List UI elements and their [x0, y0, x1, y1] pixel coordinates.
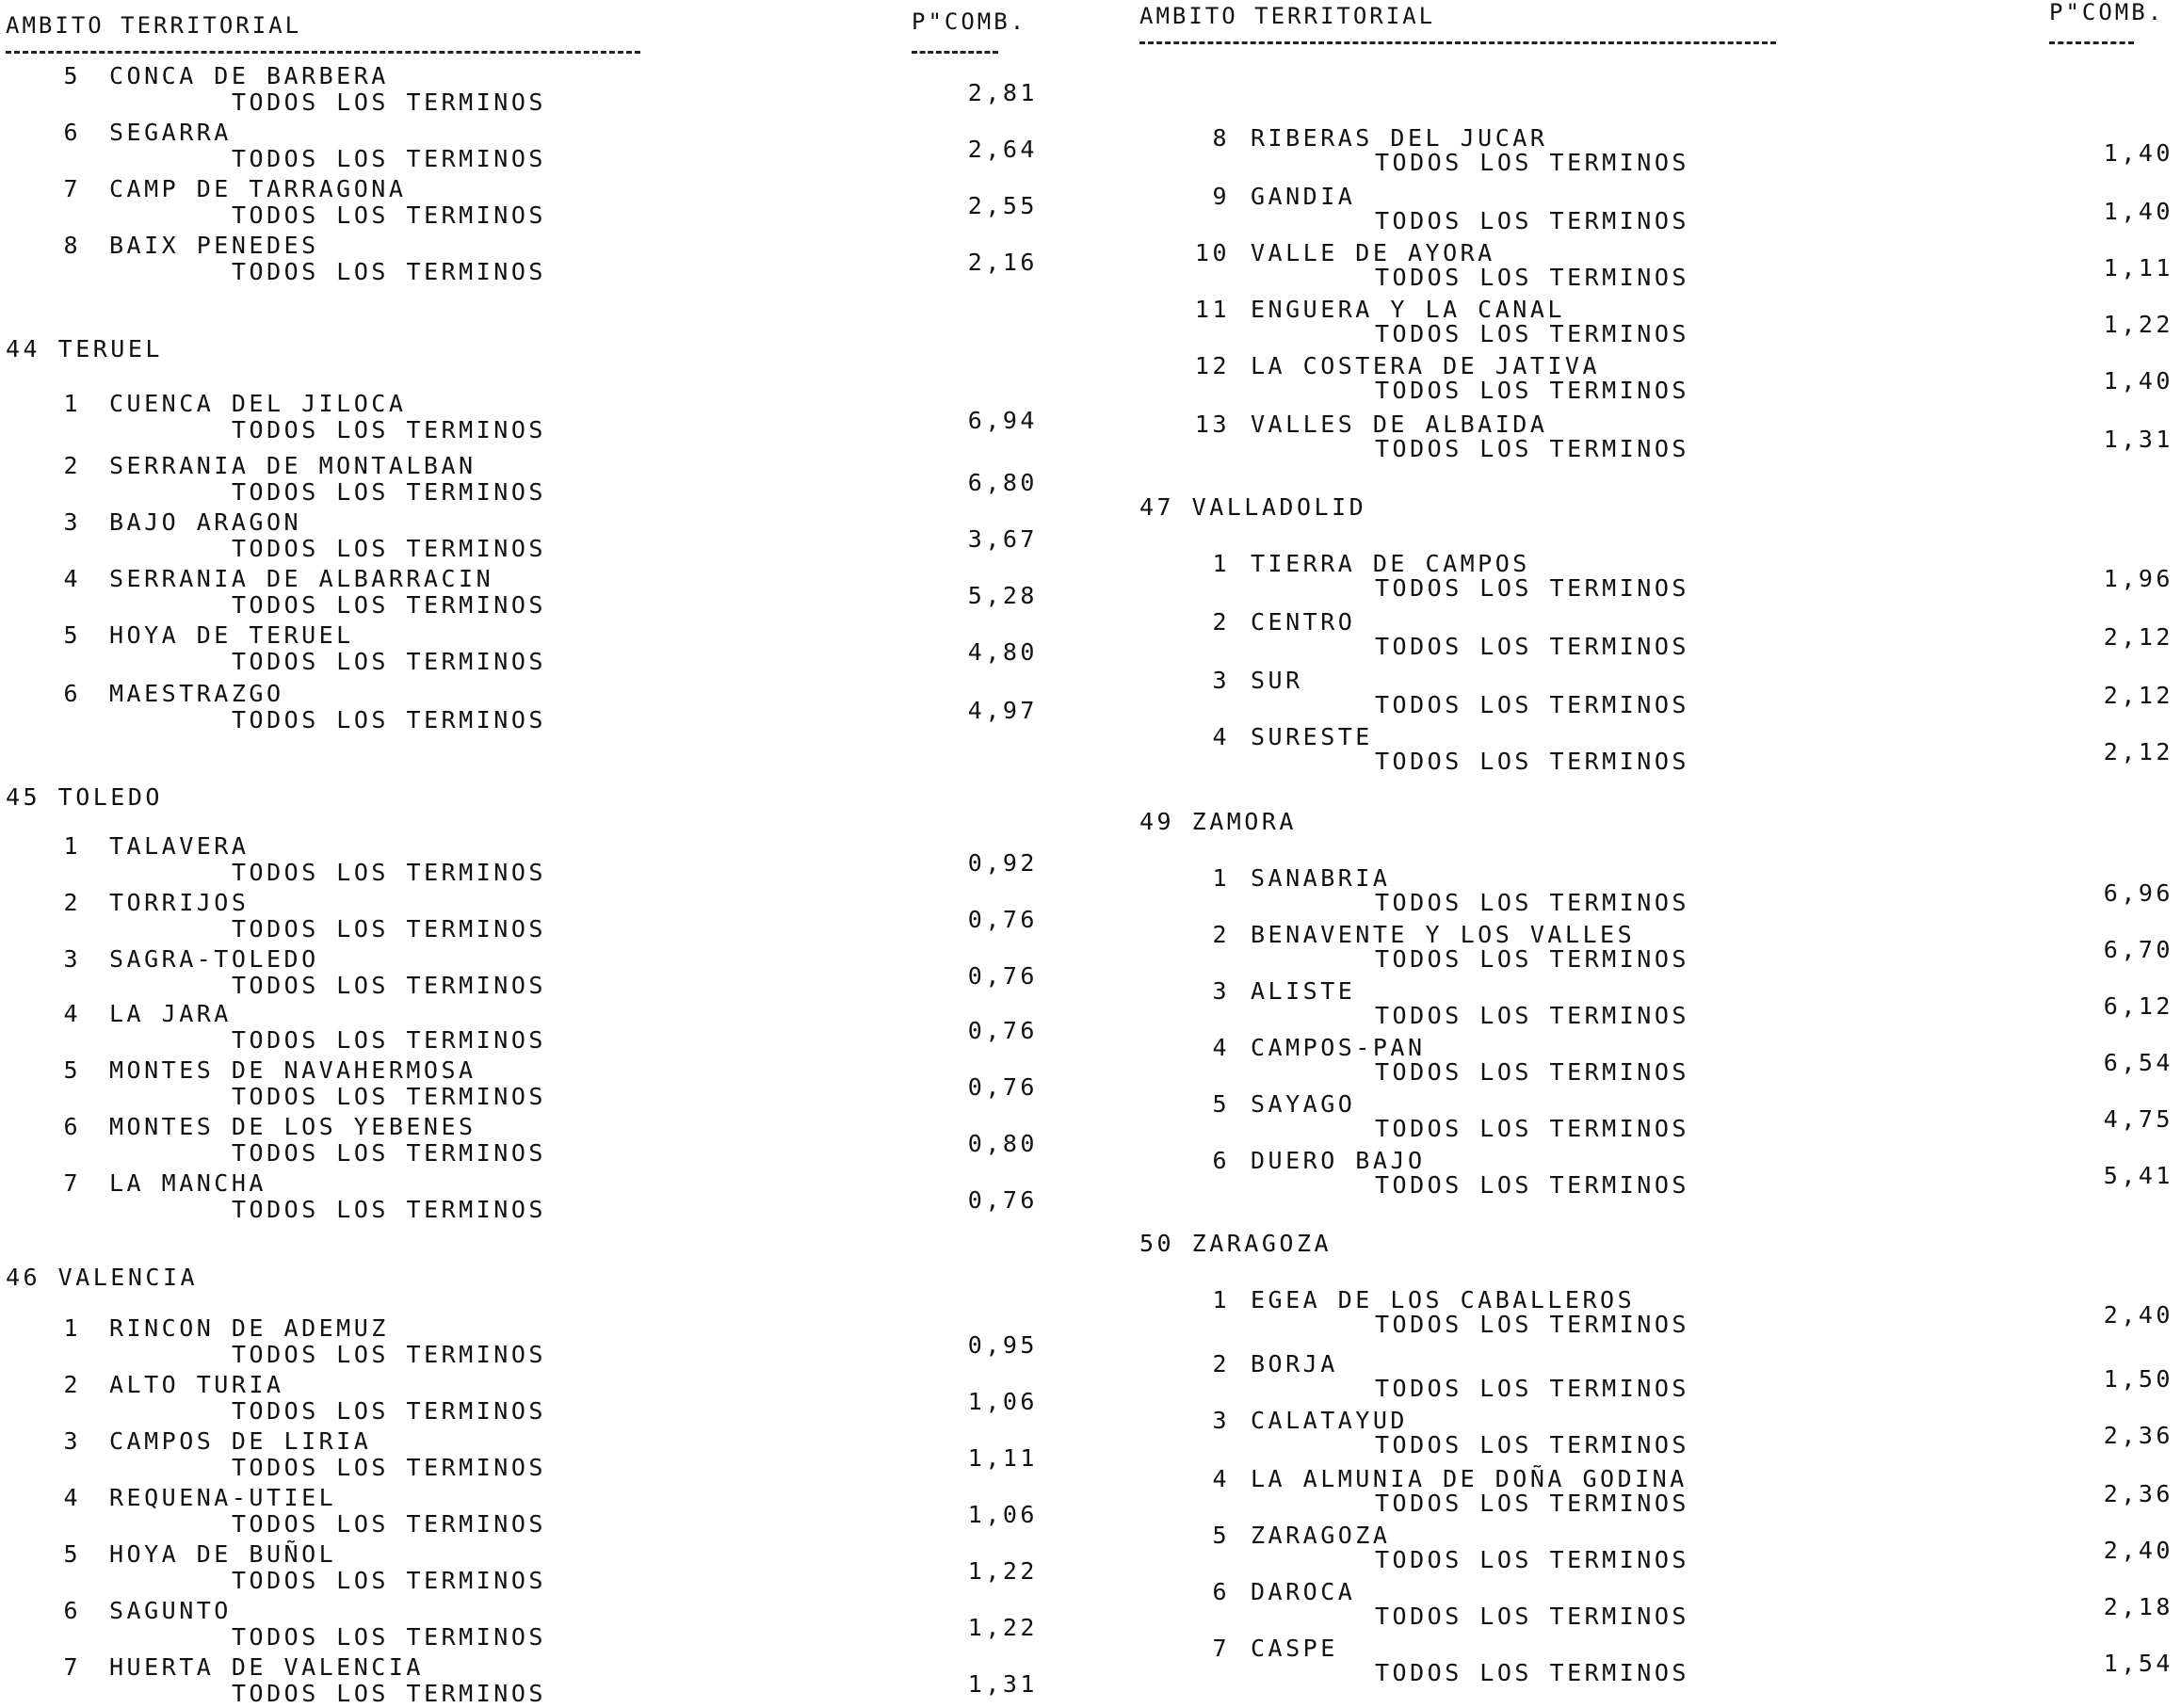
- district-name: CAMPOS DE LIRIA: [109, 1427, 372, 1455]
- municipalities-label: TODOS LOS TERMINOS: [1375, 633, 1689, 660]
- premium-value: 1,96: [2103, 565, 2173, 592]
- header-rule-label: [6, 51, 640, 54]
- premium-value: 5,28: [967, 582, 1038, 609]
- municipalities-label: TODOS LOS TERMINOS: [1375, 149, 1689, 176]
- premium-value: 6,96: [2103, 879, 2173, 907]
- district-name: LA COSTERA DE JATIVA: [1251, 352, 1601, 379]
- premium-value: 2,40: [2103, 1301, 2173, 1329]
- column-header-value: P"COMB.: [2049, 0, 2165, 25]
- premium-value: 1,40: [2103, 367, 2173, 395]
- district-name: RIBERAS DEL JUCAR: [1251, 124, 1548, 152]
- district-number: 3: [1212, 977, 1230, 1005]
- premium-value: 2,40: [2103, 1537, 2173, 1564]
- district-number: 11: [1194, 296, 1230, 323]
- district-number: 1: [63, 390, 81, 417]
- province-heading: 49 ZAMORA: [1139, 808, 1297, 835]
- district-number: 5: [1212, 1090, 1230, 1118]
- district-number: 2: [1212, 1350, 1230, 1378]
- district-number: 2: [1212, 921, 1230, 948]
- premium-value: 6,94: [967, 407, 1038, 434]
- premium-value: 4,75: [2103, 1105, 2173, 1133]
- district-name: TIERRA DE CAMPOS: [1251, 550, 1530, 577]
- municipalities-label: TODOS LOS TERMINOS: [232, 1397, 546, 1425]
- municipalities-label: TODOS LOS TERMINOS: [232, 591, 546, 619]
- premium-value: 6,54: [2103, 1049, 2173, 1076]
- municipalities-label: TODOS LOS TERMINOS: [1375, 748, 1689, 775]
- premium-value: 2,18: [2103, 1593, 2173, 1620]
- municipalities-label: TODOS LOS TERMINOS: [232, 1567, 546, 1594]
- district-number: 6: [63, 1597, 81, 1624]
- province-heading: 50 ZARAGOZA: [1139, 1230, 1333, 1257]
- district-name: RINCON DE ADEMUZ: [109, 1314, 389, 1342]
- municipalities-label: TODOS LOS TERMINOS: [1375, 320, 1689, 347]
- district-name: SAYAGO: [1251, 1090, 1356, 1118]
- district-number: 13: [1194, 411, 1230, 438]
- premium-value: 1,40: [2103, 139, 2173, 167]
- district-number: 10: [1194, 239, 1230, 266]
- district-number: 7: [63, 1169, 81, 1197]
- premium-value: 1,06: [967, 1388, 1038, 1415]
- municipalities-label: TODOS LOS TERMINOS: [232, 1680, 546, 1707]
- district-name: LA MANCHA: [109, 1169, 267, 1197]
- municipalities-label: TODOS LOS TERMINOS: [232, 1623, 546, 1651]
- district-name: MAESTRAZGO: [109, 680, 284, 707]
- premium-value: 3,67: [967, 525, 1038, 553]
- district-number: 4: [1212, 1465, 1230, 1492]
- municipalities-label: TODOS LOS TERMINOS: [232, 859, 546, 886]
- premium-value: 6,80: [967, 469, 1038, 496]
- header-rule-label: [1139, 41, 1776, 44]
- municipalities-label: TODOS LOS TERMINOS: [1375, 1171, 1689, 1199]
- municipalities-label: TODOS LOS TERMINOS: [1375, 945, 1689, 973]
- district-number: 3: [1212, 1407, 1230, 1434]
- province-heading: 44 TERUEL: [6, 335, 163, 363]
- district-name: CAMP DE TARRAGONA: [109, 175, 407, 202]
- premium-value: 0,80: [967, 1130, 1038, 1157]
- district-name: DAROCA: [1251, 1578, 1356, 1605]
- municipalities-label: TODOS LOS TERMINOS: [232, 1196, 546, 1223]
- municipalities-label: TODOS LOS TERMINOS: [232, 535, 546, 562]
- district-name: BAIX PENEDES: [109, 232, 319, 259]
- municipalities-label: TODOS LOS TERMINOS: [232, 145, 546, 172]
- district-number: 4: [63, 565, 81, 592]
- district-name: GANDIA: [1251, 183, 1356, 210]
- premium-value: 4,97: [967, 697, 1038, 724]
- district-number: 4: [63, 1484, 81, 1511]
- premium-value: 4,80: [967, 638, 1038, 666]
- premium-value: 2,81: [967, 79, 1038, 106]
- district-name: DUERO BAJO: [1251, 1147, 1426, 1174]
- header-rule-value: [2049, 41, 2134, 44]
- district-name: MONTES DE LOS YEBENES: [109, 1113, 477, 1140]
- municipalities-label: TODOS LOS TERMINOS: [232, 1139, 546, 1167]
- municipalities-label: TODOS LOS TERMINOS: [232, 915, 546, 943]
- premium-value: 2,36: [2103, 1422, 2173, 1449]
- district-name: CONCA DE BARBERA: [109, 62, 389, 89]
- premium-value: 1,22: [967, 1557, 1038, 1585]
- municipalities-label: TODOS LOS TERMINOS: [1375, 1490, 1689, 1517]
- municipalities-label: TODOS LOS TERMINOS: [1375, 1431, 1689, 1458]
- premium-value: 1,31: [967, 1670, 1038, 1698]
- premium-value: 6,12: [2103, 992, 2173, 1020]
- district-name: LA JARA: [109, 1000, 232, 1027]
- district-number: 1: [1212, 1286, 1230, 1313]
- district-number: 1: [63, 1314, 81, 1342]
- province-heading: 45 TOLEDO: [6, 783, 163, 811]
- premium-value: 0,76: [967, 906, 1038, 933]
- municipalities-label: TODOS LOS TERMINOS: [232, 1510, 546, 1538]
- column-header-value: P"COMB.: [912, 8, 1027, 35]
- district-number: 4: [1212, 1034, 1230, 1061]
- municipalities-label: TODOS LOS TERMINOS: [232, 89, 546, 116]
- district-name: CASPE: [1251, 1635, 1338, 1662]
- district-name: ENGUERA Y LA CANAL: [1251, 296, 1565, 323]
- district-name: LA ALMUNIA DE DOÑA GODINA: [1251, 1465, 1688, 1492]
- district-number: 3: [1212, 667, 1230, 694]
- district-number: 5: [63, 62, 81, 89]
- municipalities-label: TODOS LOS TERMINOS: [232, 416, 546, 443]
- premium-value: 2,12: [2103, 682, 2173, 709]
- province-heading: 46 VALENCIA: [6, 1264, 199, 1291]
- premium-value: 2,64: [967, 136, 1038, 163]
- district-number: 2: [63, 1371, 81, 1398]
- header-rule-value: [912, 51, 998, 54]
- district-number: 7: [1212, 1635, 1230, 1662]
- municipalities-label: TODOS LOS TERMINOS: [232, 972, 546, 999]
- municipalities-label: TODOS LOS TERMINOS: [232, 1454, 546, 1481]
- municipalities-label: TODOS LOS TERMINOS: [232, 1341, 546, 1368]
- province-heading: 47 VALLADOLID: [1139, 493, 1367, 521]
- district-name: VALLE DE AYORA: [1251, 239, 1495, 266]
- municipalities-label: TODOS LOS TERMINOS: [1375, 1603, 1689, 1630]
- premium-value: 5,41: [2103, 1162, 2173, 1189]
- municipalities-label: TODOS LOS TERMINOS: [1375, 574, 1689, 602]
- district-name: SAGRA-TOLEDO: [109, 945, 319, 973]
- premium-value: 1,40: [2103, 198, 2173, 225]
- municipalities-label: TODOS LOS TERMINOS: [232, 258, 546, 285]
- district-number: 2: [63, 889, 81, 916]
- municipalities-label: TODOS LOS TERMINOS: [232, 478, 546, 506]
- district-number: 1: [1212, 550, 1230, 577]
- municipalities-label: TODOS LOS TERMINOS: [1375, 1375, 1689, 1402]
- district-name: CENTRO: [1251, 608, 1356, 636]
- district-number: 6: [1212, 1147, 1230, 1174]
- district-name: SERRANIA DE ALBARRACIN: [109, 565, 494, 592]
- district-number: 6: [1212, 1578, 1230, 1605]
- district-number: 9: [1212, 183, 1230, 210]
- municipalities-label: TODOS LOS TERMINOS: [1375, 1058, 1689, 1086]
- municipalities-label: TODOS LOS TERMINOS: [1375, 207, 1689, 234]
- district-name: HOYA DE TERUEL: [109, 621, 354, 649]
- district-number: 2: [63, 452, 81, 479]
- district-number: 12: [1194, 352, 1230, 379]
- district-name: CUENCA DEL JILOCA: [109, 390, 407, 417]
- district-number: 3: [63, 508, 81, 536]
- premium-value: 6,70: [2103, 936, 2173, 963]
- district-number: 3: [63, 945, 81, 973]
- premium-value: 1,54: [2103, 1650, 2173, 1677]
- municipalities-label: TODOS LOS TERMINOS: [232, 201, 546, 229]
- premium-value: 1,06: [967, 1501, 1038, 1528]
- district-name: SAGUNTO: [109, 1597, 232, 1624]
- municipalities-label: TODOS LOS TERMINOS: [1375, 691, 1689, 718]
- municipalities-label: TODOS LOS TERMINOS: [232, 706, 546, 733]
- district-name: ZARAGOZA: [1251, 1522, 1391, 1549]
- municipalities-label: TODOS LOS TERMINOS: [1375, 435, 1689, 462]
- premium-value: 1,11: [967, 1444, 1038, 1472]
- municipalities-label: TODOS LOS TERMINOS: [1375, 1311, 1689, 1338]
- district-name: ALTO TURIA: [109, 1371, 284, 1398]
- column-header-label: AMBITO TERRITORIAL: [6, 12, 302, 39]
- premium-value: 0,76: [967, 1186, 1038, 1214]
- district-number: 7: [63, 1653, 81, 1681]
- district-name: TALAVERA: [109, 832, 250, 860]
- district-number: 1: [1212, 864, 1230, 892]
- district-number: 1: [63, 832, 81, 860]
- premium-value: 0,76: [967, 1017, 1038, 1044]
- district-name: CAMPOS-PAN: [1251, 1034, 1426, 1061]
- municipalities-label: TODOS LOS TERMINOS: [1375, 1002, 1689, 1029]
- premium-value: 2,12: [2103, 623, 2173, 651]
- premium-value: 2,55: [967, 192, 1038, 219]
- district-name: HUERTA DE VALENCIA: [109, 1653, 424, 1681]
- district-name: BORJA: [1251, 1350, 1338, 1378]
- premium-value: 0,92: [967, 849, 1038, 877]
- district-name: BAJO ARAGON: [109, 508, 302, 536]
- municipalities-label: TODOS LOS TERMINOS: [232, 648, 546, 675]
- municipalities-label: TODOS LOS TERMINOS: [1375, 1546, 1689, 1573]
- premium-value: 2,36: [2103, 1480, 2173, 1507]
- premium-value: 0,95: [967, 1331, 1038, 1359]
- premium-value: 1,22: [967, 1614, 1038, 1641]
- municipalities-label: TODOS LOS TERMINOS: [1375, 889, 1689, 916]
- district-name: VALLES DE ALBAIDA: [1251, 411, 1548, 438]
- district-name: SANABRIA: [1251, 864, 1391, 892]
- premium-value: 2,16: [967, 249, 1038, 276]
- district-number: 2: [1212, 608, 1230, 636]
- district-number: 5: [1212, 1522, 1230, 1549]
- district-number: 8: [63, 232, 81, 259]
- district-number: 5: [63, 621, 81, 649]
- premium-value: 1,31: [2103, 426, 2173, 453]
- municipalities-label: TODOS LOS TERMINOS: [1375, 264, 1689, 291]
- municipalities-label: TODOS LOS TERMINOS: [232, 1083, 546, 1110]
- district-name: REQUENA-UTIEL: [109, 1484, 337, 1511]
- district-number: 7: [63, 175, 81, 202]
- municipalities-label: TODOS LOS TERMINOS: [1375, 377, 1689, 404]
- district-name: ALISTE: [1251, 977, 1356, 1005]
- district-name: SEGARRA: [109, 119, 232, 146]
- municipalities-label: TODOS LOS TERMINOS: [1375, 1115, 1689, 1142]
- premium-value: 1,11: [2103, 254, 2173, 282]
- district-name: SURESTE: [1251, 723, 1373, 750]
- column-header-label: AMBITO TERRITORIAL: [1139, 3, 1436, 29]
- premium-value: 1,50: [2103, 1365, 2173, 1393]
- district-name: EGEA DE LOS CABALLEROS: [1251, 1286, 1636, 1313]
- district-number: 6: [63, 119, 81, 146]
- district-number: 8: [1212, 124, 1230, 152]
- district-name: TORRIJOS: [109, 889, 250, 916]
- district-name: HOYA DE BUÑOL: [109, 1540, 337, 1568]
- premium-value: 0,76: [967, 962, 1038, 990]
- district-number: 6: [63, 680, 81, 707]
- district-number: 5: [63, 1056, 81, 1084]
- district-number: 4: [1212, 723, 1230, 750]
- district-number: 6: [63, 1113, 81, 1140]
- premium-value: 0,76: [967, 1073, 1038, 1101]
- district-name: SERRANIA DE MONTALBAN: [109, 452, 477, 479]
- premium-value: 2,12: [2103, 738, 2173, 765]
- municipalities-label: TODOS LOS TERMINOS: [1375, 1659, 1689, 1686]
- municipalities-label: TODOS LOS TERMINOS: [232, 1026, 546, 1054]
- district-number: 3: [63, 1427, 81, 1455]
- district-number: 5: [63, 1540, 81, 1568]
- district-name: SUR: [1251, 667, 1303, 694]
- district-number: 4: [63, 1000, 81, 1027]
- premium-value: 1,22: [2103, 311, 2173, 338]
- district-name: BENAVENTE Y LOS VALLES: [1251, 921, 1636, 948]
- district-name: CALATAYUD: [1251, 1407, 1408, 1434]
- district-name: MONTES DE NAVAHERMOSA: [109, 1056, 477, 1084]
